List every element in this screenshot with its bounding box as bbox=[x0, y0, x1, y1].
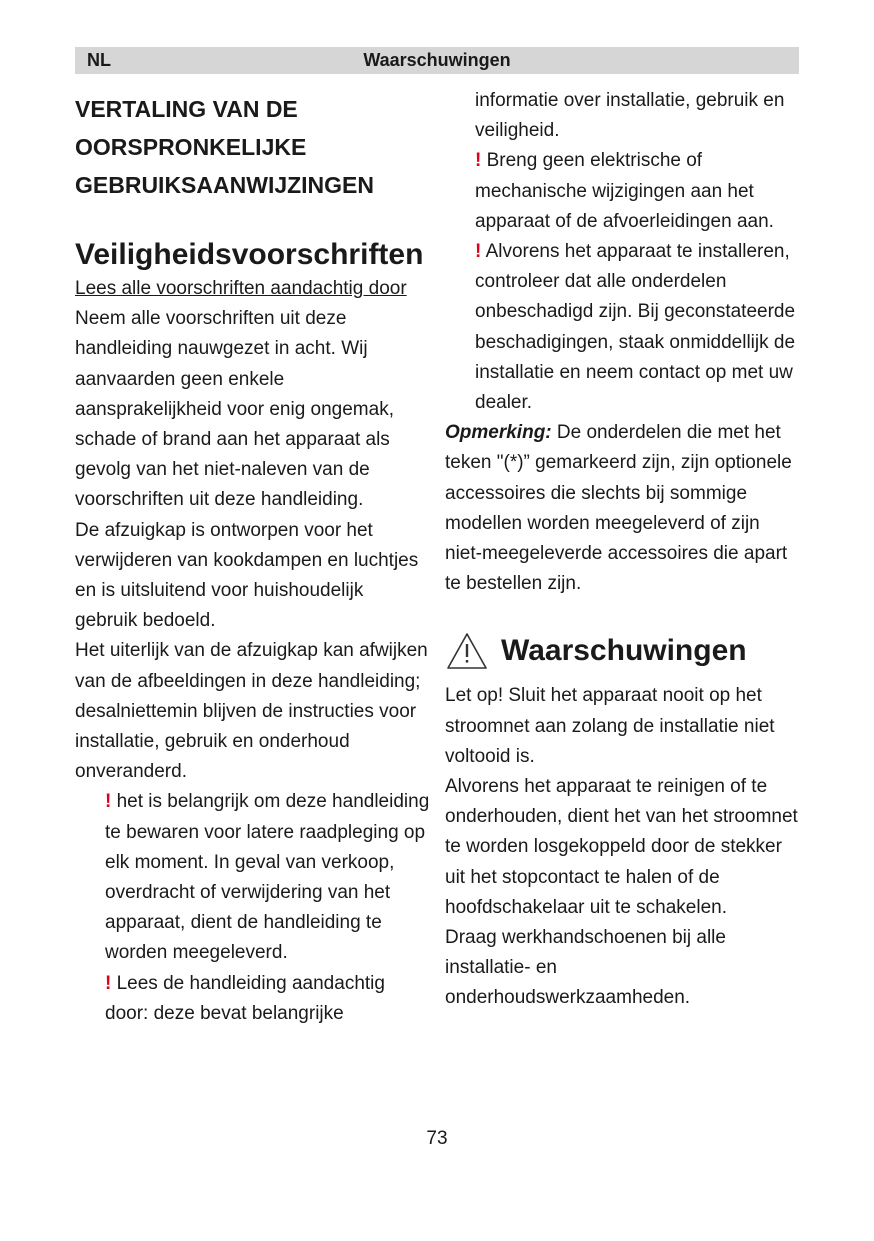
warning-2: Alvorens het apparaat te reinigen of te onderhouden, dient het van het stroomnet te worden losgekoppeld door de stekker uit het stopcontact te halen of de hoofdschakelaar uit te schakelen. bbox=[445, 776, 798, 918]
exclamation-icon: ! bbox=[105, 972, 112, 994]
exclamation-icon: ! bbox=[475, 150, 482, 172]
language-code: NL bbox=[87, 50, 111, 70]
section-title: Waarschuwingen bbox=[363, 50, 511, 70]
right-column bbox=[445, 86, 800, 1014]
translation-title: VERTALING VAN DE OORSPRONKELIJKE GEBRUIKSAANWIJZINGEN bbox=[75, 96, 375, 198]
warnings-heading-text: Waarschuwingen bbox=[501, 634, 747, 668]
bullet-3-text: Breng geen elektrische of mechanische wijzigingen aan het apparaat of de afvoerleidingen aan. bbox=[475, 150, 774, 232]
bullet-1-text: het is belangrijk om deze handleiding te bewaren voor latere raadpleging op elk moment. In geval van verkoop, overdracht of verwijdering van het apparaat, dient de handleiding te worden meegeleverd. bbox=[105, 791, 430, 964]
bullet-3 bbox=[445, 146, 800, 237]
bullet-4 bbox=[445, 237, 800, 418]
warning-triangle-icon bbox=[445, 631, 489, 671]
exclamation-icon: ! bbox=[105, 791, 112, 813]
paragraph-2: De afzuigkap is ontworpen voor het verwijderen van kookdampen en luchtjes en is uitsluitend voor huishoudelijk gebruik bedoeld. bbox=[75, 519, 419, 632]
paragraph-3: Het uiterlijk van de afzuigkap kan afwijken van de afbeeldingen in deze handleiding; desalniettemin blijven de instructies voor installatie, gebruik en onderhoud onveranderd. bbox=[75, 640, 428, 783]
note-text: De onderdelen die met het teken "(*)” gemarkeerd zijn, zijn optionele accessoires die slechts bij sommige modellen worden meegeleverd of zijn niet-meegeleverde accessoires die apart te bestellen zijn. bbox=[445, 422, 792, 595]
safety-heading: Veiligheidsvoorschriften bbox=[75, 238, 424, 271]
note bbox=[445, 418, 800, 599]
read-all-subheading: Lees alle voorschriften aandachtig door bbox=[75, 278, 407, 299]
bullet-2 bbox=[75, 969, 430, 1029]
paragraph-1: Neem alle voorschriften uit deze handleiding nauwgezet in acht. Wij aanvaarden geen enkele aansprakelijkheid voor enig ongemak, schade of brand aan het apparaat als gevolg van het niet-naleven van de voorschriften uit deze handleiding. bbox=[75, 308, 394, 511]
exclamation-icon: ! bbox=[475, 241, 482, 263]
bullet-1 bbox=[75, 787, 430, 968]
page-number: 73 bbox=[426, 1128, 448, 1149]
page-header bbox=[75, 47, 799, 74]
bullet-2-continued: informatie over installatie, gebruik en veiligheid. bbox=[475, 90, 785, 142]
warning-3: Draag werkhandschoenen bij alle installatie- en onderhoudswerkzaamheden. bbox=[445, 927, 726, 1009]
warnings-heading bbox=[445, 623, 800, 679]
bullet-4-text: Alvorens het apparaat te installeren, controleer dat alle onderdelen onbeschadigd zijn. Bij geconstateerde beschadigingen, staak onmiddellijk de installatie en neem contact op met uw dealer. bbox=[475, 241, 796, 414]
bullet-2-text: Lees de handleiding aandachtig door: deze bevat belangrijke bbox=[105, 972, 385, 1024]
note-label: Opmerking: bbox=[445, 422, 552, 444]
warning-1: Let op! Sluit het apparaat nooit op het stroomnet aan zolang de installatie niet voltooid is. bbox=[445, 685, 775, 767]
left-column bbox=[75, 86, 430, 1029]
